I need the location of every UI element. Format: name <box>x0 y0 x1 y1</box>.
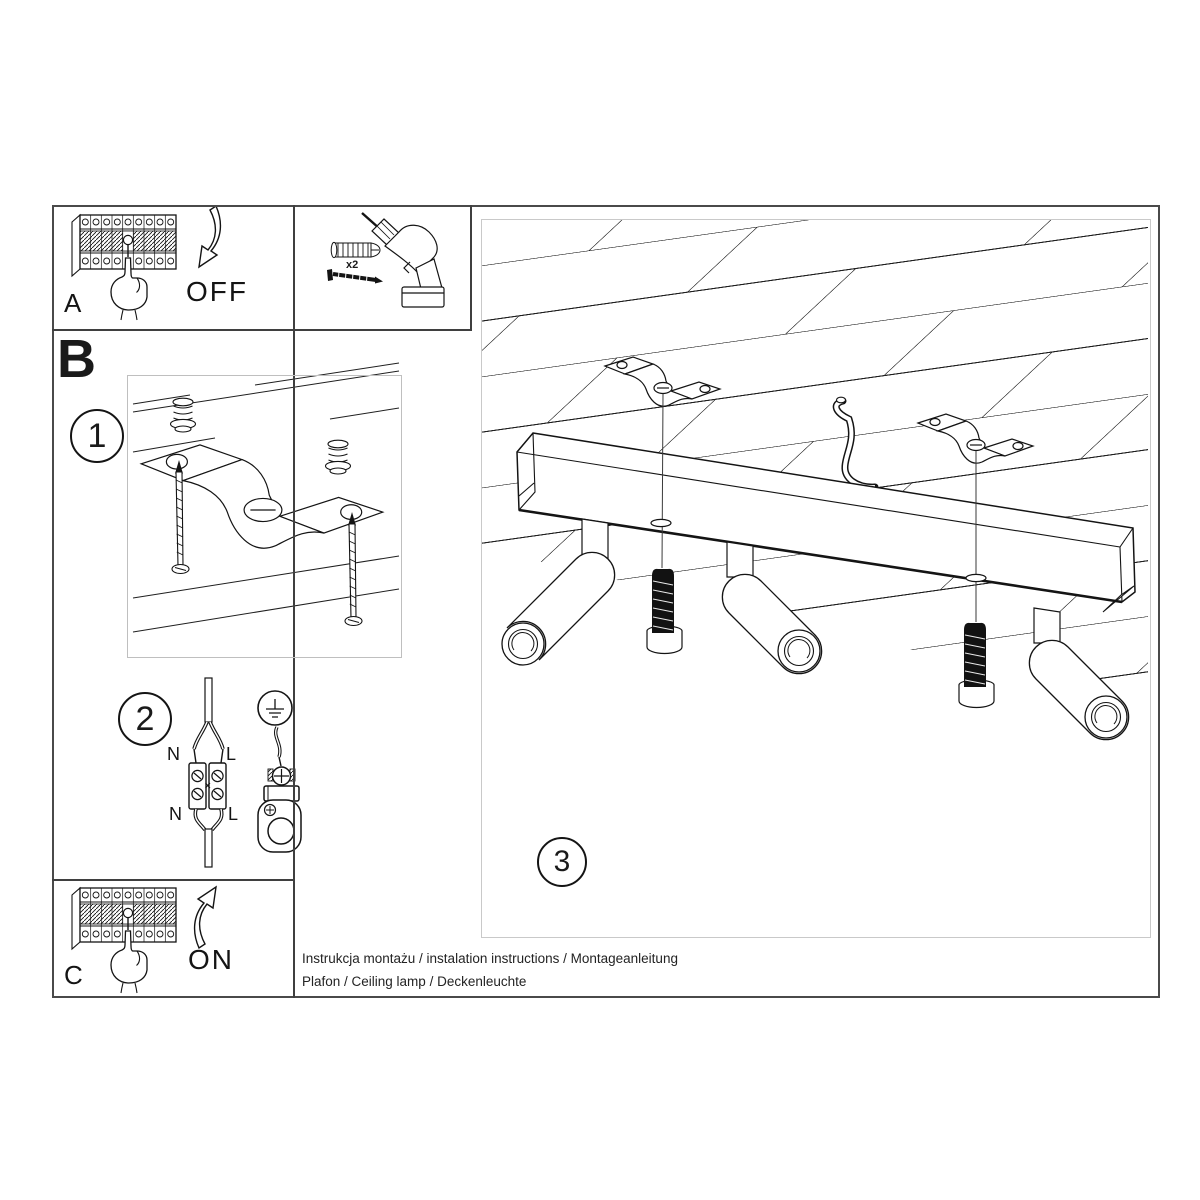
step-a-label: A <box>64 288 82 318</box>
step1-panel-border <box>127 375 402 658</box>
footer-title-line2: Plafon / Ceiling lamp / Deckenleuchte <box>302 974 527 989</box>
step1-badge: 1 <box>70 409 124 463</box>
wire-neutral-top-label: N <box>167 744 180 764</box>
wire-live-bottom-label: L <box>228 804 239 824</box>
wire-live-top-label: L <box>226 744 237 764</box>
footer-title-line1: Instrukcja montażu / instalation instructions / Montageanleitung <box>302 951 678 966</box>
section-b-label: B <box>57 329 96 389</box>
wire-neutral-bottom-label: N <box>169 804 182 824</box>
step-c-label: C <box>64 960 83 990</box>
anchor-quantity-label: x2 <box>346 259 359 271</box>
divider-horizontal-top-row <box>52 329 472 331</box>
breaker-on-label: ON <box>188 944 234 975</box>
step3-panel-border <box>481 219 1151 938</box>
divider-horizontal-box-c <box>52 879 295 881</box>
breaker-off-label: OFF <box>186 276 248 307</box>
step2-badge: 2 <box>118 692 172 746</box>
divider-vertical-tools-box <box>470 205 472 331</box>
step3-badge: 3 <box>537 837 587 887</box>
